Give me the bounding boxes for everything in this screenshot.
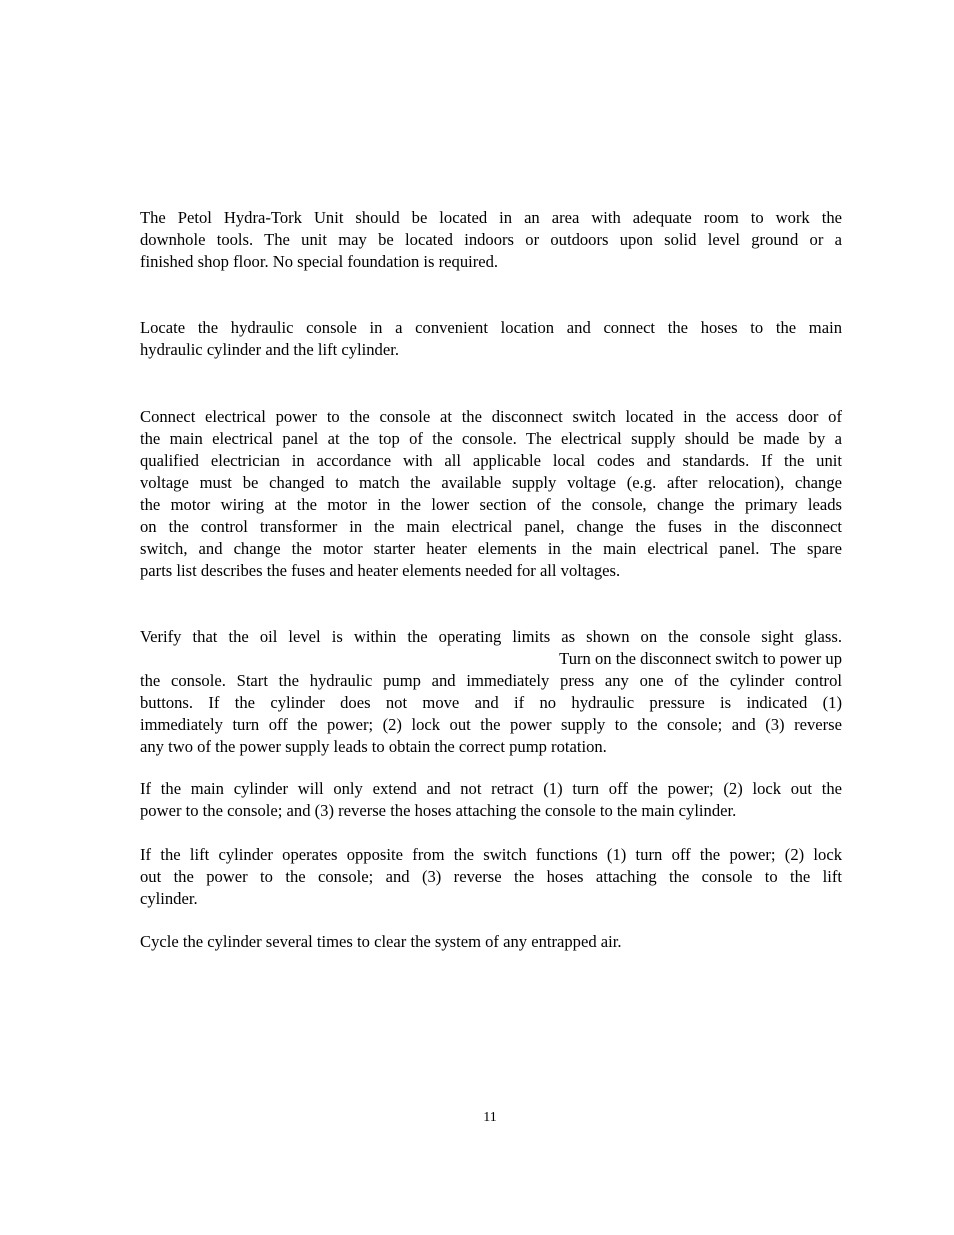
text-line: If the main cylinder will only extend and not retract (1) turn off the power; (2) lock out the [140,779,842,798]
text-line: qualified electrician in accordance with all applicable local codes and standards. If the unit [140,451,842,470]
text-line: The Petol Hydra-Tork Unit should be located in an area with adequate room to work the [140,208,842,227]
text-line: Verify that the oil level is within the operating limits as shown on the console sight glass. [140,627,842,646]
text-line: hydraulic cylinder and the lift cylinder. [140,340,399,359]
text-line: immediately turn off the power; (2) lock out the power supply to the console; and (3) reverse [140,715,842,734]
text-line: Connect electrical power to the console at the disconnect switch located in the access door of [140,407,842,426]
text-line: downhole tools. The unit may be located indoors or outdoors upon solid level ground or a [140,230,842,249]
paragraph-lift-cylinder [140,844,842,910]
text-line: Turn on the disconnect switch to power up [559,649,842,668]
paragraph-hydraulic-console [140,317,842,361]
text-line: the motor wiring at the motor in the lower section of the console, change the primary leads [140,495,842,514]
text-line: out the power to the console; and (3) reverse the hoses attaching the console to the lift [140,867,842,886]
text-line: cylinder. [140,889,198,908]
text-line: buttons. If the cylinder does not move and if no hydraulic pressure is indicated (1) [140,693,842,712]
text-line: Locate the hydraulic console in a convenient location and connect the hoses to the main [140,318,842,337]
paragraph-unit-location [140,207,842,273]
text-line: voltage must be changed to match the available supply voltage (e.g. after relocation), change [140,473,842,492]
paragraph-cycle-cylinder [140,931,842,953]
text-line: If the lift cylinder operates opposite from the switch functions (1) turn off the power; (2) lock [140,845,842,864]
text-line: any two of the power supply leads to obtain the correct pump rotation. [140,737,607,756]
text-line: the main electrical panel at the top of the console. The electrical supply should be made by a [140,429,842,448]
page-number: 11 [483,1110,497,1125]
paragraph-oil-level [140,626,842,758]
paragraph-electrical-power [140,406,842,582]
text-line: the console. Start the hydraulic pump and immediately press any one of the cylinder control [140,671,842,690]
text-line: parts list describes the fuses and heater elements needed for all voltages. [140,561,621,580]
text-line: power to the console; and (3) reverse the hoses attaching the console to the main cylinder. [140,801,737,820]
text-line: Cycle the cylinder several times to clear the system of any entrapped air. [140,932,622,951]
text-line: on the control transformer in the main electrical panel, change the fuses in the disconnect [140,517,842,536]
text-line: finished shop floor. No special foundation is required. [140,252,499,271]
paragraph-main-cylinder [140,778,842,822]
text-line: switch, and change the motor starter heater elements in the main electrical panel. The spare [140,539,842,558]
